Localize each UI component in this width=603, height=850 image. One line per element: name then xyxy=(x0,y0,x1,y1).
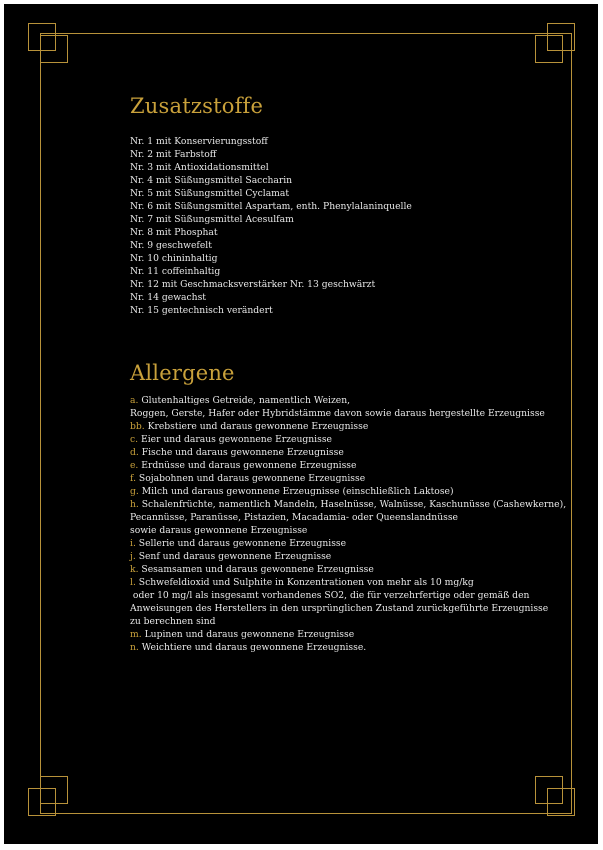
allergene-heading: Allergene xyxy=(130,361,235,385)
allergen-letter: f. xyxy=(130,473,136,484)
zusatzstoff-item: Nr. 6 mit Süßungsmittel Aspartam, enth. Phenylalaninquelle xyxy=(130,201,412,212)
frame-top-line xyxy=(40,33,572,34)
frame-left-line xyxy=(40,33,41,814)
allergen-item-line xyxy=(130,472,570,485)
allergen-letter: k. xyxy=(130,564,139,575)
allergen-text: Sojabohnen und daraus gewonnene Erzeugnisse xyxy=(138,473,366,484)
allergen-letter: bb. xyxy=(130,421,145,432)
allergen-item-line xyxy=(130,407,570,420)
allergen-text: Sellerie und daraus gewonnene Erzeugnisse xyxy=(138,538,347,549)
zusatzstoff-item: Nr. 14 gewachst xyxy=(130,292,207,303)
menu-page xyxy=(4,4,598,844)
allergen-item-line xyxy=(130,446,570,459)
allergen-letter: h. xyxy=(130,499,139,510)
allergen-letter: m. xyxy=(130,629,142,640)
zusatzstoff-item: Nr. 4 mit Süßungsmittel Saccharin xyxy=(130,175,293,186)
zusatzstoff-item: Nr. 8 mit Phosphat xyxy=(130,227,218,238)
allergen-text: Schalenfrüchte, namentlich Mandeln, Haselnüsse, Walnüsse, Kaschunüsse (Cashewkerne), xyxy=(141,499,567,510)
allergen-letter: n. xyxy=(130,642,139,653)
zusatzstoff-item: Nr. 5 mit Süßungsmittel Cyclamat xyxy=(130,188,290,199)
zusatzstoffe-heading: Zusatzstoffe xyxy=(130,94,264,118)
allergen-text: Weichtiere und daraus gewonnene Erzeugnisse. xyxy=(141,642,367,653)
allergen-item-line xyxy=(130,433,570,446)
allergen-text: Sesamsamen und daraus gewonnene Erzeugnisse xyxy=(141,564,374,575)
allergen-text: sowie daraus gewonnene Erzeugnisse xyxy=(130,525,308,536)
allergen-text: Anweisungen des Herstellers in den ursprünglichen Zustand zurückgeführte Erzeugnisse xyxy=(130,603,549,614)
allergen-letter: e. xyxy=(130,460,139,471)
content xyxy=(130,94,570,654)
corner-ornament-bottom-left xyxy=(28,776,68,816)
allergen-text: Senf und daraus gewonnene Erzeugnisse xyxy=(138,551,332,562)
zusatzstoff-item: Nr. 9 geschwefelt xyxy=(130,240,212,251)
allergen-item-line xyxy=(130,485,570,498)
allergen-text: Pecannüsse, Paranüsse, Pistazien, Macadamia- oder Queenslandnüsse xyxy=(130,512,458,523)
zusatzstoff-item: Nr. 7 mit Süßungsmittel Acesulfam xyxy=(130,214,294,225)
allergen-item-line xyxy=(130,498,570,511)
allergen-text: Fische und daraus gewonnene Erzeugnisse xyxy=(141,447,344,458)
allergen-item-line xyxy=(130,628,570,641)
allergen-item-line xyxy=(130,420,570,433)
corner-ornament-bottom-right xyxy=(535,776,575,816)
zusatzstoff-item: Nr. 11 coffeinhaltig xyxy=(130,266,221,277)
allergen-text: Schwefeldioxid und Sulphite in Konzentrationen von mehr als 10 mg/kg xyxy=(138,577,474,588)
allergen-item-line xyxy=(130,602,570,615)
allergen-item-line xyxy=(130,576,570,589)
allergen-text: Erdnüsse und daraus gewonnene Erzeugnisse xyxy=(141,460,357,471)
frame-right-line xyxy=(571,33,572,814)
allergen-text: oder 10 mg/l als insgesamt vorhandenes SO2, die für verzehrfertige oder gemäß den xyxy=(130,590,530,601)
allergen-letter: g. xyxy=(130,486,139,497)
allergen-item-line xyxy=(130,550,570,563)
allergen-letter: c. xyxy=(130,434,139,445)
allergen-item-line xyxy=(130,394,570,407)
zusatzstoffe-list xyxy=(130,135,570,317)
allergen-letter: i. xyxy=(130,538,136,549)
allergen-item-line xyxy=(130,511,570,524)
allergen-text: Glutenhaltiges Getreide, namentlich Weizen, xyxy=(141,395,351,406)
corner-ornament-top-left xyxy=(28,23,68,63)
allergen-text: Krebstiere und daraus gewonnene Erzeugnisse xyxy=(147,421,369,432)
allergen-item-line xyxy=(130,641,570,654)
allergen-text: Eier und daraus gewonnene Erzeugnisse xyxy=(141,434,332,445)
allergen-letter: a. xyxy=(130,395,139,406)
allergen-letter: l. xyxy=(130,577,136,588)
zusatzstoff-item: Nr. 2 mit Farbstoff xyxy=(130,149,217,160)
allergen-letter: d. xyxy=(130,447,139,458)
allergen-item-line xyxy=(130,589,570,602)
allergen-text: zu berechnen sind xyxy=(130,616,216,627)
allergen-item-line xyxy=(130,524,570,537)
allergene-list xyxy=(130,394,570,654)
zusatzstoff-item: Nr. 15 gentechnisch verändert xyxy=(130,305,273,316)
allergen-item-line xyxy=(130,563,570,576)
zusatzstoff-item: Nr. 1 mit Konservierungsstoff xyxy=(130,136,268,147)
allergen-item-line xyxy=(130,615,570,628)
allergen-letter: j. xyxy=(130,551,136,562)
allergen-item-line xyxy=(130,537,570,550)
allergen-item-line xyxy=(130,459,570,472)
zusatzstoff-item: Nr. 12 mit Geschmacksverstärker Nr. 13 geschwärzt xyxy=(130,279,376,290)
allergen-text: Roggen, Gerste, Hafer oder Hybridstämme davon sowie daraus hergestellte Erzeugnisse xyxy=(130,408,545,419)
corner-ornament-top-right xyxy=(535,23,575,63)
allergen-text: Milch und daraus gewonnene Erzeugnisse (einschließlich Laktose) xyxy=(141,486,454,497)
allergen-text: Lupinen und daraus gewonnene Erzeugnisse xyxy=(144,629,355,640)
zusatzstoff-item: Nr. 3 mit Antioxidationsmittel xyxy=(130,162,269,173)
zusatzstoff-item: Nr. 10 chininhaltig xyxy=(130,253,218,264)
frame-bottom-line xyxy=(40,813,572,814)
